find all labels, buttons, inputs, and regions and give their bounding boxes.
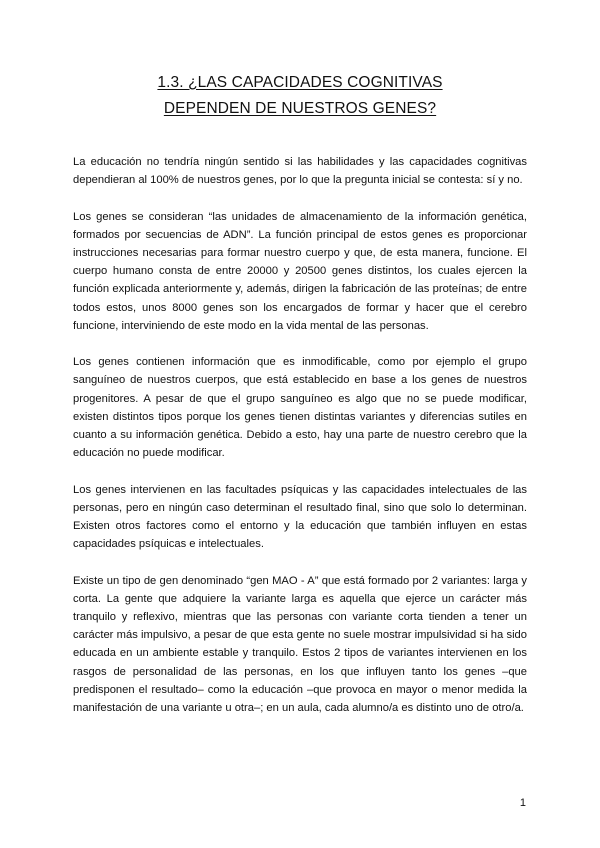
paragraph-4: Los genes intervienen en las facultades psíquicas y las capacidades intelectuales de las personas, pero en ningún caso determinan el resultado final, sino que solo lo determinan. Existen otros factores como el entorno y la educación que también influyen en estas capacidades psíquicas e intelectuales. xyxy=(73,483,527,551)
page-number: 1 xyxy=(519,797,526,809)
paragraph-1: La educación no tendría ningún sentido si las habilidades y las capacidades cognitivas dependieran al 100% de nuestros genes, por lo que la pregunta inicial se contesta: sí y no. xyxy=(73,156,527,187)
paragraph-2: Los genes se consideran “las unidades de almacenamiento de la información genética, formados por secuencias de ADN”. La función principal de estos genes es proporcionar instrucciones necesarias para formar nuestro cuerpo y que, de esta manera, funcione. El cuerpo humano consta de entre 20000 y 20500 genes distintos, los cuales ejercen la función explicada anteriormente y, además, dirigen la fabricación de las proteínas; de entre todos estos, unos 8000 genes son los encargados de formar y hacer que el cerebro funcione, interviniendo de este modo en la vida mental de las personas. xyxy=(73,210,527,332)
document-body xyxy=(73,153,527,735)
page-title-line-2: DEPENDEN DE NUESTROS GENES? xyxy=(163,100,437,117)
paragraph-5: Existe un tipo de gen denominado “gen MAO - A” que está formado por 2 variantes: larga y corta. La gente que adquiere la variante larga es aquella que ejerce un carácter más tranquilo y reflexivo, mientras que las personas con variante corta tienden a tener un carácter más impulsivo, a pesar de que esta gente no suele mostrar impulsividad si ha sido educada en un ambiente estable y tranquilo. Estos 2 tipos de variantes intervienen en los rasgos de personalidad de las personas, en los que influyen tanto los genes –que predisponen el resultado– como la educación –que provoca en mayor o menor medida la manifestación de una variante u otra–; en un aula, cada alumno/a es distinto uno de otro/a. xyxy=(73,574,527,715)
page-title-line-1: 1.3. ¿LAS CAPACIDADES COGNITIVAS xyxy=(157,74,443,91)
paragraph-3: Los genes contienen información que es inmodificable, como por ejemplo el grupo sanguíneo de nuestros cuerpos, que está establecido en base a los genes de nuestros progenitores. A pesar de que el grupo sanguíneo es algo que no se puede modificar, existen distintos tipos porque los genes tienen distintas variantes y diferencias sutiles en cuanto a su información genética. Debido a esto, hay una parte de nuestro cerebro que la educación no puede modificar. xyxy=(73,356,527,460)
